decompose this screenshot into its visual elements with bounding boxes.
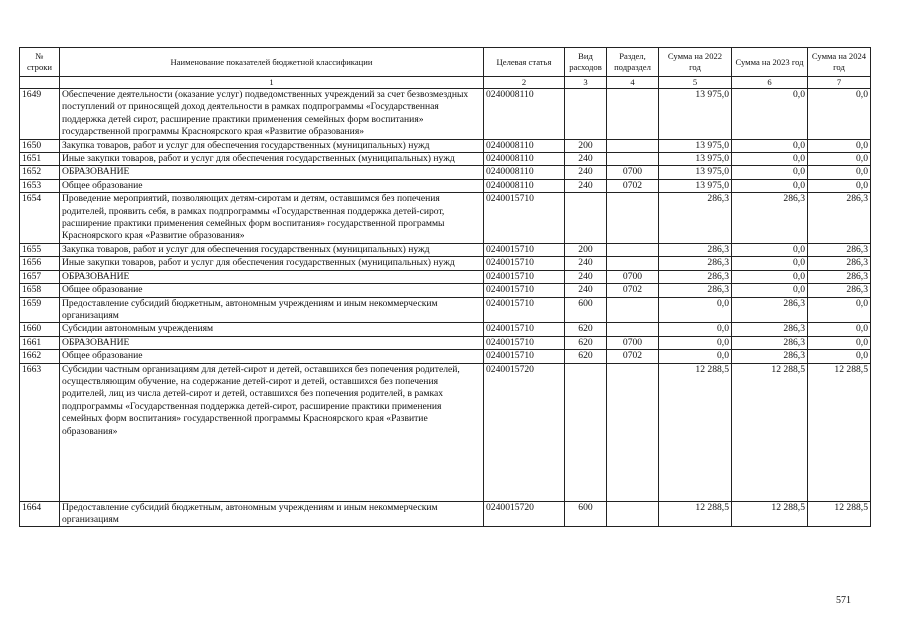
row-sum-2024: 0,0 bbox=[808, 139, 871, 152]
row-sum-2024: 0,0 bbox=[808, 179, 871, 192]
header-sum-2024: Сумма на 2024 год bbox=[808, 48, 871, 77]
row-name: Субсидии частным организациям для детей-сирот и детей, оставшихся без попечения родителей, осуществляющим обучение, на содержание детей-сирот и детей, оставшихся без попечения родителей, лиц из числа детей-сирот и детей, оставшихся без попечения родителей, в рамках подпрограммы «Государственная поддержка детей-сирот, расширение практики применения семейных форм воспитания» государственной программы Красноярского края «Развитие образования» bbox=[60, 363, 484, 501]
row-sum-2022: 286,3 bbox=[659, 193, 732, 244]
row-number: 1659 bbox=[20, 297, 60, 323]
row-name: ОБРАЗОВАНИЕ bbox=[60, 270, 484, 283]
row-sum-2023: 286,3 bbox=[732, 336, 808, 349]
row-kind: 240 bbox=[565, 284, 607, 297]
row-sum-2022: 12 288,5 bbox=[659, 501, 732, 527]
row-target-code: 0240015710 bbox=[484, 323, 565, 336]
row-sum-2022: 0,0 bbox=[659, 323, 732, 336]
header-kind: Вид расходов bbox=[565, 48, 607, 77]
row-section bbox=[607, 501, 659, 527]
row-number: 1662 bbox=[20, 350, 60, 363]
row-kind: 240 bbox=[565, 153, 607, 166]
row-section bbox=[607, 153, 659, 166]
table-row bbox=[20, 270, 871, 283]
row-sum-2022: 12 288,5 bbox=[659, 363, 732, 501]
row-sum-2022: 286,3 bbox=[659, 284, 732, 297]
table-row bbox=[20, 350, 871, 363]
row-name: Закупка товаров, работ и услуг для обеспечения государственных (муниципальных) нужд bbox=[60, 243, 484, 256]
row-kind: 240 bbox=[565, 166, 607, 179]
row-sum-2022: 13 975,0 bbox=[659, 89, 732, 140]
row-sum-2022: 0,0 bbox=[659, 350, 732, 363]
row-kind: 240 bbox=[565, 257, 607, 270]
table-row bbox=[20, 501, 871, 527]
row-sum-2024: 0,0 bbox=[808, 153, 871, 166]
row-sum-2023: 0,0 bbox=[732, 243, 808, 256]
row-number: 1652 bbox=[20, 166, 60, 179]
row-section: 0702 bbox=[607, 350, 659, 363]
row-name: Предоставление субсидий бюджетным, автономным учреждениям и иным некоммерческим организациям bbox=[60, 501, 484, 527]
row-sum-2024: 286,3 bbox=[808, 270, 871, 283]
row-sum-2023: 0,0 bbox=[732, 153, 808, 166]
row-name: ОБРАЗОВАНИЕ bbox=[60, 166, 484, 179]
budget-table bbox=[19, 47, 871, 527]
row-sum-2024: 0,0 bbox=[808, 323, 871, 336]
row-sum-2022: 286,3 bbox=[659, 257, 732, 270]
row-kind: 620 bbox=[565, 323, 607, 336]
table-row bbox=[20, 284, 871, 297]
row-sum-2023: 286,3 bbox=[732, 323, 808, 336]
row-number: 1655 bbox=[20, 243, 60, 256]
column-number-row bbox=[20, 77, 871, 89]
row-number: 1657 bbox=[20, 270, 60, 283]
row-sum-2024: 0,0 bbox=[808, 166, 871, 179]
row-sum-2024: 12 288,5 bbox=[808, 501, 871, 527]
row-sum-2023: 286,3 bbox=[732, 350, 808, 363]
row-number: 1656 bbox=[20, 257, 60, 270]
row-sum-2023: 12 288,5 bbox=[732, 501, 808, 527]
row-kind: 600 bbox=[565, 297, 607, 323]
column-number: 5 bbox=[659, 77, 732, 89]
row-name: ОБРАЗОВАНИЕ bbox=[60, 336, 484, 349]
row-sum-2023: 0,0 bbox=[732, 179, 808, 192]
row-target-code: 0240015710 bbox=[484, 284, 565, 297]
row-target-code: 0240015710 bbox=[484, 336, 565, 349]
table-row bbox=[20, 363, 871, 501]
row-sum-2024: 12 288,5 bbox=[808, 363, 871, 501]
row-sum-2023: 0,0 bbox=[732, 166, 808, 179]
column-number: 3 bbox=[565, 77, 607, 89]
row-name: Проведение мероприятий, позволяющих детям-сиротам и детям, оставшимся без попечения родителей, проявить себя, в рамках подпрограммы «Государственная поддержка детей-сирот, расширение практики применения семейных форм воспитания» государственной программы Красноярского края «Развитие образования» bbox=[60, 193, 484, 244]
row-section: 0700 bbox=[607, 270, 659, 283]
column-number: 1 bbox=[60, 77, 484, 89]
column-number: 4 bbox=[607, 77, 659, 89]
row-sum-2024: 286,3 bbox=[808, 257, 871, 270]
header-name: Наименование показателей бюджетной классификации bbox=[60, 48, 484, 77]
row-sum-2022: 286,3 bbox=[659, 270, 732, 283]
row-target-code: 0240015710 bbox=[484, 270, 565, 283]
header-section: Раздел, подраздел bbox=[607, 48, 659, 77]
row-section: 0700 bbox=[607, 336, 659, 349]
row-sum-2022: 13 975,0 bbox=[659, 153, 732, 166]
row-name: Закупка товаров, работ и услуг для обеспечения государственных (муниципальных) нужд bbox=[60, 139, 484, 152]
row-sum-2023: 0,0 bbox=[732, 284, 808, 297]
row-number: 1661 bbox=[20, 336, 60, 349]
row-sum-2023: 0,0 bbox=[732, 257, 808, 270]
column-number: 2 bbox=[484, 77, 565, 89]
row-target-code: 0240015720 bbox=[484, 501, 565, 527]
row-number: 1654 bbox=[20, 193, 60, 244]
row-section bbox=[607, 297, 659, 323]
table-row bbox=[20, 243, 871, 256]
table-row bbox=[20, 139, 871, 152]
column-number: 6 bbox=[732, 77, 808, 89]
header-row-no: № строки bbox=[20, 48, 60, 77]
table-row bbox=[20, 193, 871, 244]
row-number: 1664 bbox=[20, 501, 60, 527]
row-sum-2024: 0,0 bbox=[808, 336, 871, 349]
row-number: 1658 bbox=[20, 284, 60, 297]
row-number: 1651 bbox=[20, 153, 60, 166]
header-target: Целевая статья bbox=[484, 48, 565, 77]
row-section bbox=[607, 243, 659, 256]
row-sum-2023: 0,0 bbox=[732, 270, 808, 283]
header-sum-2023: Сумма на 2023 год bbox=[732, 48, 808, 77]
column-number bbox=[20, 77, 60, 89]
row-name: Общее образование bbox=[60, 179, 484, 192]
row-number: 1663 bbox=[20, 363, 60, 501]
row-kind: 240 bbox=[565, 179, 607, 192]
row-sum-2022: 13 975,0 bbox=[659, 179, 732, 192]
column-number: 7 bbox=[808, 77, 871, 89]
row-kind: 200 bbox=[565, 139, 607, 152]
row-target-code: 0240015710 bbox=[484, 297, 565, 323]
row-number: 1660 bbox=[20, 323, 60, 336]
row-target-code: 0240008110 bbox=[484, 179, 565, 192]
row-sum-2024: 286,3 bbox=[808, 193, 871, 244]
row-kind bbox=[565, 363, 607, 501]
page-number: 571 bbox=[836, 595, 851, 606]
table-row bbox=[20, 89, 871, 140]
table-row bbox=[20, 323, 871, 336]
row-sum-2024: 286,3 bbox=[808, 284, 871, 297]
row-target-code: 0240015710 bbox=[484, 350, 565, 363]
row-section bbox=[607, 139, 659, 152]
row-sum-2024: 286,3 bbox=[808, 243, 871, 256]
row-section bbox=[607, 193, 659, 244]
row-sum-2024: 0,0 bbox=[808, 350, 871, 363]
row-target-code: 0240015710 bbox=[484, 257, 565, 270]
row-kind: 600 bbox=[565, 501, 607, 527]
row-number: 1649 bbox=[20, 89, 60, 140]
row-target-code: 0240008110 bbox=[484, 89, 565, 140]
row-sum-2023: 286,3 bbox=[732, 297, 808, 323]
row-section bbox=[607, 257, 659, 270]
row-number: 1653 bbox=[20, 179, 60, 192]
row-name: Субсидии автономным учреждениям bbox=[60, 323, 484, 336]
row-sum-2024: 0,0 bbox=[808, 89, 871, 140]
row-section: 0702 bbox=[607, 179, 659, 192]
row-section bbox=[607, 323, 659, 336]
row-sum-2023: 0,0 bbox=[732, 89, 808, 140]
row-sum-2022: 0,0 bbox=[659, 336, 732, 349]
row-name: Общее образование bbox=[60, 350, 484, 363]
row-target-code: 0240015710 bbox=[484, 243, 565, 256]
row-section: 0700 bbox=[607, 166, 659, 179]
row-kind: 240 bbox=[565, 270, 607, 283]
row-target-code: 0240008110 bbox=[484, 139, 565, 152]
row-section bbox=[607, 363, 659, 501]
header-row bbox=[20, 48, 871, 77]
row-kind: 620 bbox=[565, 350, 607, 363]
row-sum-2022: 0,0 bbox=[659, 297, 732, 323]
row-number: 1650 bbox=[20, 139, 60, 152]
row-name: Общее образование bbox=[60, 284, 484, 297]
row-name: Иные закупки товаров, работ и услуг для обеспечения государственных (муниципальных) нужд bbox=[60, 153, 484, 166]
table-row bbox=[20, 336, 871, 349]
row-name: Обеспечение деятельности (оказание услуг) подведомственных учреждений за счет безвозмездных поступлений от приносящей доход деятельности в рамках подпрограммы «Государственная поддержка детей сирот, расширение практики применения семейных форм воспитания» государственной программы Красноярского края «Развитие образования» bbox=[60, 89, 484, 140]
row-kind: 200 bbox=[565, 243, 607, 256]
row-target-code: 0240015710 bbox=[484, 193, 565, 244]
row-sum-2022: 286,3 bbox=[659, 243, 732, 256]
row-sum-2023: 0,0 bbox=[732, 139, 808, 152]
row-kind bbox=[565, 89, 607, 140]
header-sum-2022: Сумма на 2022 год bbox=[659, 48, 732, 77]
row-sum-2023: 286,3 bbox=[732, 193, 808, 244]
row-target-code: 0240015720 bbox=[484, 363, 565, 501]
row-section: 0702 bbox=[607, 284, 659, 297]
row-target-code: 0240008110 bbox=[484, 166, 565, 179]
table-row bbox=[20, 153, 871, 166]
row-target-code: 0240008110 bbox=[484, 153, 565, 166]
row-sum-2024: 0,0 bbox=[808, 297, 871, 323]
row-sum-2022: 13 975,0 bbox=[659, 166, 732, 179]
table-row bbox=[20, 257, 871, 270]
row-name: Предоставление субсидий бюджетным, автономным учреждениям и иным некоммерческим организациям bbox=[60, 297, 484, 323]
row-section bbox=[607, 89, 659, 140]
row-kind bbox=[565, 193, 607, 244]
row-sum-2022: 13 975,0 bbox=[659, 139, 732, 152]
row-kind: 620 bbox=[565, 336, 607, 349]
row-sum-2023: 12 288,5 bbox=[732, 363, 808, 501]
row-name: Иные закупки товаров, работ и услуг для обеспечения государственных (муниципальных) нужд bbox=[60, 257, 484, 270]
table-row bbox=[20, 179, 871, 192]
table-row bbox=[20, 297, 871, 323]
table-row bbox=[20, 166, 871, 179]
